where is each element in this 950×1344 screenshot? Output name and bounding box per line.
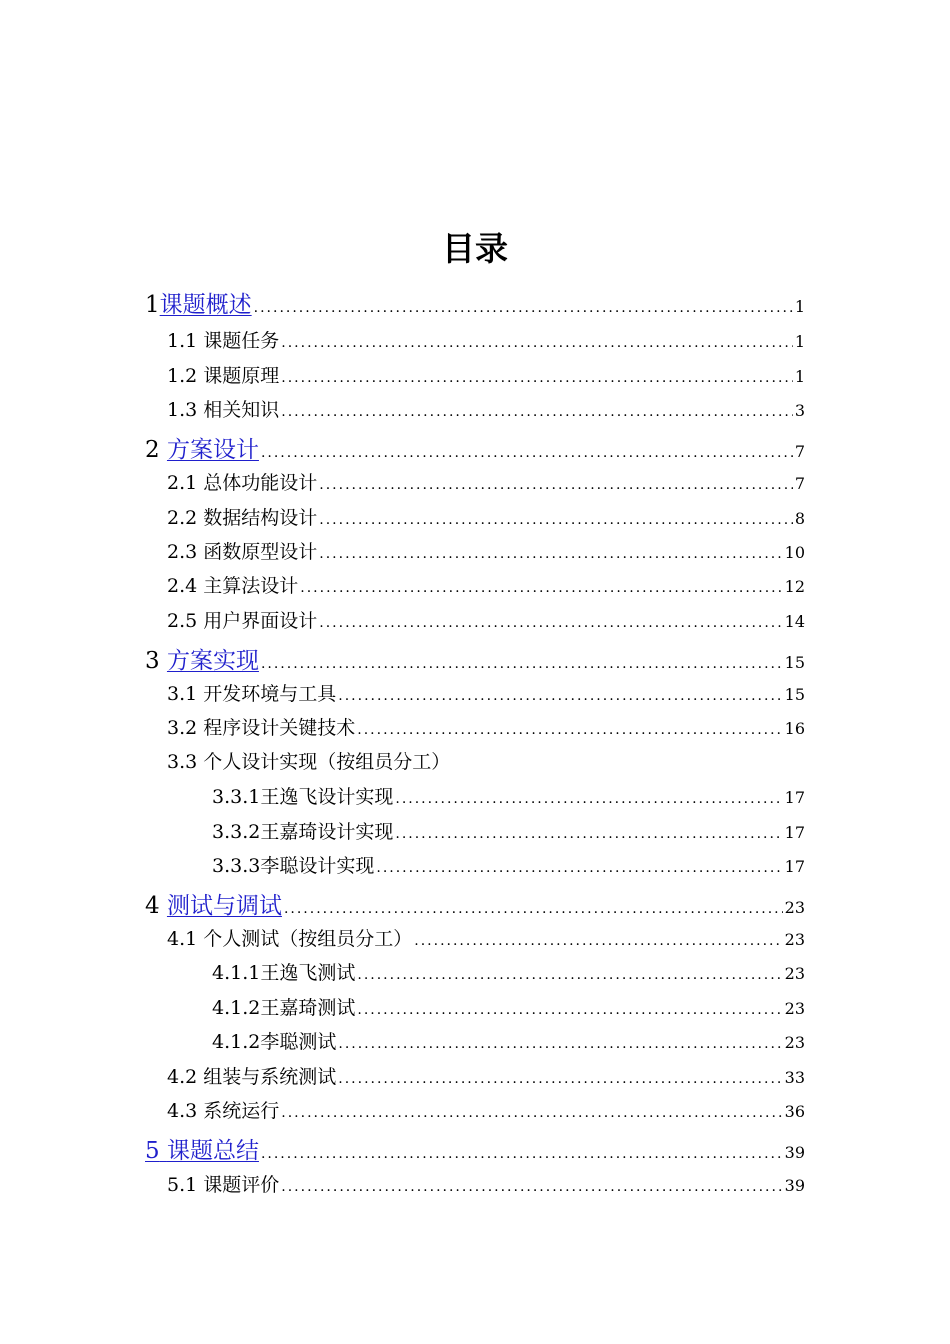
toc-entry-number: 3 [145,648,160,674]
toc-page-number: 23 [784,964,805,983]
toc-entry[interactable] [212,993,805,1020]
toc-page-number: 23 [784,999,805,1018]
toc-page-number: 7 [794,442,805,461]
toc-entry-number: 2 [145,437,160,463]
toc-entry-number: 3.3.1 [212,786,261,808]
toc-leader-dots [357,1002,782,1018]
toc-entry-text: 数据结构设计 [203,507,318,529]
toc-entry-label [167,571,298,598]
toc-page-number: 1 [794,297,805,316]
toc-entry-number: 1.3 [167,399,198,421]
toc-entry-number: 2.2 [167,507,198,529]
toc-entry-label [167,679,336,706]
toc-entry-label [212,851,374,878]
toc-page-number: 23 [784,1033,805,1052]
toc-entry[interactable] [167,747,805,774]
toc-entry[interactable] [167,1096,805,1123]
toc-entry[interactable] [145,431,805,464]
toc-entry-text: 程序设计关键技术 [203,717,356,739]
toc-page-number: 36 [784,1102,805,1121]
toc-entry-label [167,713,355,740]
toc-leader-dots [319,512,793,528]
toc-entry-number: 4.1 [167,928,198,950]
toc-page-number: 33 [784,1068,805,1087]
toc-entry-text: 课题任务 [203,330,280,352]
toc-entry-number: 2.5 [167,610,198,632]
toc-entry-text: 个人测试（按组员分工） [203,928,413,950]
toc-leader-dots [338,1071,782,1087]
toc-entry-text: 个人设计实现（按组员分工） [203,751,451,773]
toc-page-number: 8 [794,509,805,528]
toc-leader-dots [395,791,782,807]
toc-entry-label [212,993,355,1020]
toc-page-number: 15 [784,653,805,672]
toc-entry-label [167,924,412,951]
toc-entry-text: 课题原理 [203,365,280,387]
toc-entry-text: 函数原型设计 [203,541,318,563]
toc-entry[interactable] [167,537,805,564]
toc-entry-text: 李聪设计实现 [260,855,375,877]
toc-entry-label [167,503,317,530]
toc-leader-dots [319,477,793,493]
toc-entry-label [167,468,317,495]
toc-entry-label [212,817,393,844]
toc-entry-number: 4 [145,893,160,919]
toc-page-number: 12 [784,577,805,596]
toc-entry-text: 王嘉琦测试 [260,997,356,1019]
toc-entry-label [167,537,317,564]
toc-entry-text: 系统运行 [203,1100,280,1122]
toc-leader-dots [281,335,793,351]
toc-entry-label [167,326,279,353]
toc-page-number: 14 [784,612,805,631]
toc-leader-dots [281,1179,782,1195]
toc-entry-label [167,747,450,774]
toc-entry[interactable] [167,503,805,530]
toc-entry-label [212,1027,336,1054]
toc-page-number: 39 [784,1143,805,1162]
toc-entry[interactable] [212,851,805,878]
toc-entry-number: 4.1.2 [212,1031,261,1053]
toc-entry-text: 课题评价 [203,1174,280,1196]
toc-entry[interactable] [145,887,805,920]
toc-entry-number: 2.1 [167,472,198,494]
toc-page-number: 1 [794,367,805,386]
toc-page-number: 15 [784,685,805,704]
toc-entry-number: 2.3 [167,541,198,563]
toc-entry-number: 1.2 [167,365,198,387]
toc-entry-label [145,1132,259,1165]
toc-page-number: 1 [794,332,805,351]
toc-page-number: 23 [784,930,805,949]
toc-leader-dots [284,901,783,917]
toc-entry-label [212,958,355,985]
toc-entry[interactable] [167,468,805,495]
toc-entry-number: 5.1 [167,1174,198,1196]
toc-entry[interactable] [167,713,805,740]
toc-leader-dots [281,1105,782,1121]
toc-entry[interactable] [212,958,805,985]
toc-entry[interactable] [145,642,805,675]
toc-entry-number: 4.1.1 [212,962,261,984]
toc-entry-number: 3.2 [167,717,198,739]
toc-entry-label [167,606,317,633]
toc-entry-number: 4.2 [167,1066,198,1088]
toc-entry-number: 5 [145,1138,160,1164]
toc-entry-label [167,361,279,388]
toc-entry-text: 总体功能设计 [203,472,318,494]
toc-entry[interactable] [212,817,805,844]
toc-entry-label [145,887,282,920]
toc-entry-number: 3.3.2 [212,821,261,843]
toc-entry-number: 2.4 [167,575,198,597]
toc-entry-link[interactable]: 方案设计 [166,437,259,463]
toc-entry-label [145,642,259,675]
toc-entry[interactable] [167,1062,805,1089]
toc-entry-text: 王逸飞测试 [260,962,356,984]
toc-entry[interactable] [212,782,805,809]
toc-entry-link[interactable]: 课题总结 [166,1138,259,1164]
toc-leader-dots [261,656,783,672]
toc-entry-label [167,395,279,422]
toc-entry-text: 王嘉琦设计实现 [260,821,394,843]
toc-entry[interactable] [167,571,805,598]
toc-leader-dots [319,546,782,562]
toc-entry-label [167,1170,279,1197]
toc-leader-dots [338,688,782,704]
toc-leader-dots [376,860,782,876]
toc-entry-text: 李聪测试 [260,1031,337,1053]
toc-leader-dots [300,580,782,596]
toc-entry-number: 1 [145,292,160,318]
toc-page-number: 17 [784,857,805,876]
toc-leader-dots [338,1036,782,1052]
toc-leader-dots [395,826,782,842]
toc-leader-dots [261,1146,783,1162]
toc-entry-number: 4.3 [167,1100,198,1122]
toc-entry-number: 3.3.3 [212,855,261,877]
toc-entry-label [145,431,259,464]
toc-page-number: 17 [784,788,805,807]
toc-entry-text: 组装与系统测试 [203,1066,337,1088]
toc-entry-number: 4.1.2 [212,997,261,1019]
toc-entry-text: 相关知识 [203,399,280,421]
toc-page-number: 10 [784,543,805,562]
toc-page-number: 7 [794,474,805,493]
toc-leader-dots [357,722,782,738]
toc-entry[interactable] [167,606,805,633]
toc-entry[interactable] [167,361,805,388]
toc-page-number: 3 [794,401,805,420]
toc-entry-number: 1.1 [167,330,198,352]
toc-page-number: 16 [784,719,805,738]
toc-entry-number: 3.1 [167,683,198,705]
toc-entry-text: 主算法设计 [203,575,299,597]
toc-entry-label [145,286,252,319]
toc-entry-text: 开发环境与工具 [203,683,337,705]
toc-entry-link[interactable] [145,1138,259,1164]
toc-entry-link[interactable]: 方案实现 [166,648,259,674]
toc-entry[interactable] [145,286,805,319]
toc-entry-link[interactable]: 课题概述 [159,292,252,318]
toc-entry[interactable] [145,1132,805,1165]
toc-entry[interactable] [167,395,805,422]
toc-entry[interactable] [167,326,805,353]
toc-leader-dots [414,933,782,949]
toc-leader-dots [281,404,793,420]
toc-entry-text: 王逸飞设计实现 [260,786,394,808]
toc-page-number: 23 [784,898,805,917]
toc-leader-dots [357,967,782,983]
toc-entry[interactable] [212,1027,805,1054]
toc-entry-text: 用户界面设计 [203,610,318,632]
toc-entry-number: 3.3 [167,751,198,773]
toc-entry-label [167,1062,336,1089]
page-title: 目录 [442,229,508,268]
toc-leader-dots [281,370,793,386]
toc-leader-dots [261,445,793,461]
toc-entry-label [167,1096,279,1123]
toc-entry-label [212,782,393,809]
toc-entry[interactable] [167,924,805,951]
toc-entry[interactable] [167,1170,805,1197]
toc-page-number: 17 [784,823,805,842]
toc-page-number: 39 [784,1176,805,1195]
toc-leader-dots [319,615,782,631]
toc-leader-dots [254,300,793,316]
toc-entry-link[interactable]: 测试与调试 [166,893,282,919]
toc-entry[interactable] [167,679,805,706]
